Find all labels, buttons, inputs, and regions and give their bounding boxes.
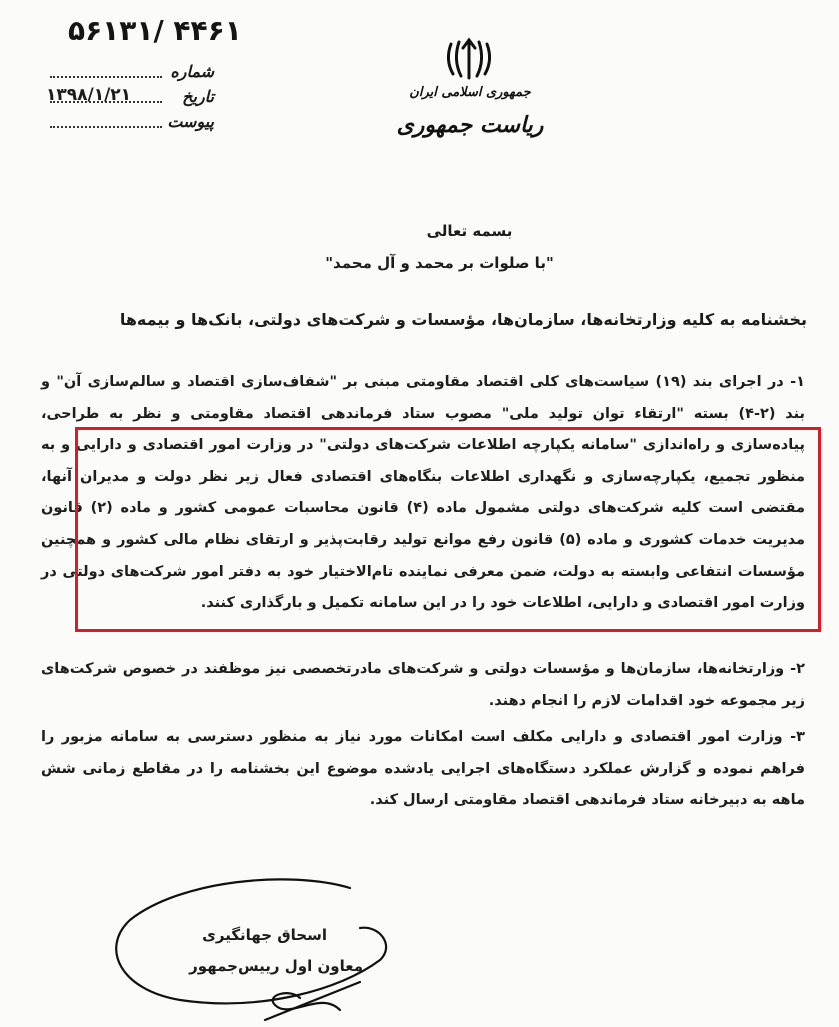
- office-title: ریاست جمهوری: [396, 112, 544, 138]
- signer-name: اسحاق جهانگیری: [202, 926, 327, 944]
- bismillah-heading: بسمه تعالی: [426, 222, 513, 240]
- number-dotted-line: [50, 76, 162, 78]
- paragraph-3: ۳- وزارت امور اقتصادی و دارایی مکلف است امکانات مورد نیاز به منظور دسترسی به سامانه مزبور را فراهم نموده و گزارش عملکرد دستگاه‌های اجرایی یادشده موضوع این بخشنامه را در مقاطع زمانی شش ماهه به دبیرخانه ستاد فرماندهی اقتصاد مقاومتی ارسال کند.: [41, 729, 805, 809]
- iran-emblem-icon: [441, 34, 497, 82]
- attachment-label: پیوست: [167, 112, 214, 131]
- addressee-line: بخشنامه به کلیه وزارتخانه‌ها، سازمان‌ها، مؤسسات و شرکت‌های دولتی، بانک‌ها و بیمه‌ها: [119, 310, 807, 329]
- emblem-caption: جمهوری اسلامی ایران: [409, 85, 531, 100]
- reference-number: ۵۶۱۳۱/ ۴۴۶۱: [68, 14, 242, 47]
- date-label: تاریخ: [182, 87, 214, 106]
- handwritten-signature-icon: [90, 870, 390, 1025]
- date-row: [40, 87, 220, 112]
- attachment-row: [40, 112, 220, 137]
- attachment-dotted-line: [50, 126, 162, 128]
- paragraph-1: ۱- در اجرای بند (۱۹) سیاست‌های کلی اقتصاد مقاومتی مبنی بر "شفاف‌سازی اقتصاد و سالم‌سازی آن" و بند (۲-۴) بسته "ارتقاء توان تولید ملی" مصوب ستاد فرماندهی اقتصاد مقاومتی و نظر به طراحی، پیاده‌سازی و راه‌اندازی "سامانه یکپارچه اطلاعات شرکت‌های دولتی" در وزارت امور اقتصادی و دارایی و به منظور تجمیع، یکپارچه‌سازی و نگهداری اطلاعات بنگاه‌های اقتصادی فعال زیر نظر دولت و مدیران آنها، مقتضی است کلیه شرکت‌های دولتی مشمول ماده (۴) قانون محاسبات عمومی کشور و ماده (۲) قانون مدیریت خدمات کشوری و ماده (۵) قانون رفع موانع تولید رقابت‌پذیر و ارتقای نظام مالی کشور و همچنین مؤسسات انتفاعی وابسته به دولت، ضمن معرفی نماینده تام‌الاختیار خود به دفتر امور شرکت‌های دولتی در وزارت امور اقتصادی و دارایی، اطلاعات خود را در این سامانه تکمیل و بارگذاری کنند.: [41, 374, 806, 612]
- signer-title: معاون اول رییس‌جمهور: [189, 957, 363, 975]
- salavat-heading: "با صلوات بر محمد و آل محمد": [325, 254, 554, 272]
- paragraph-2: ۲- وزارتخانه‌ها، سازمان‌ها و مؤسسات دولتی و شرکت‌های مادرتخصصی نیز موظفند در خصوص شرکت‌های زیر مجموعه خود اقدامات لازم را انجام دهند.: [41, 661, 805, 709]
- number-row: [40, 62, 220, 87]
- number-label: شماره: [170, 62, 214, 81]
- date-value: ۱۳۹۸/۱/۲۱: [46, 85, 132, 105]
- letter-meta-block: [40, 62, 220, 137]
